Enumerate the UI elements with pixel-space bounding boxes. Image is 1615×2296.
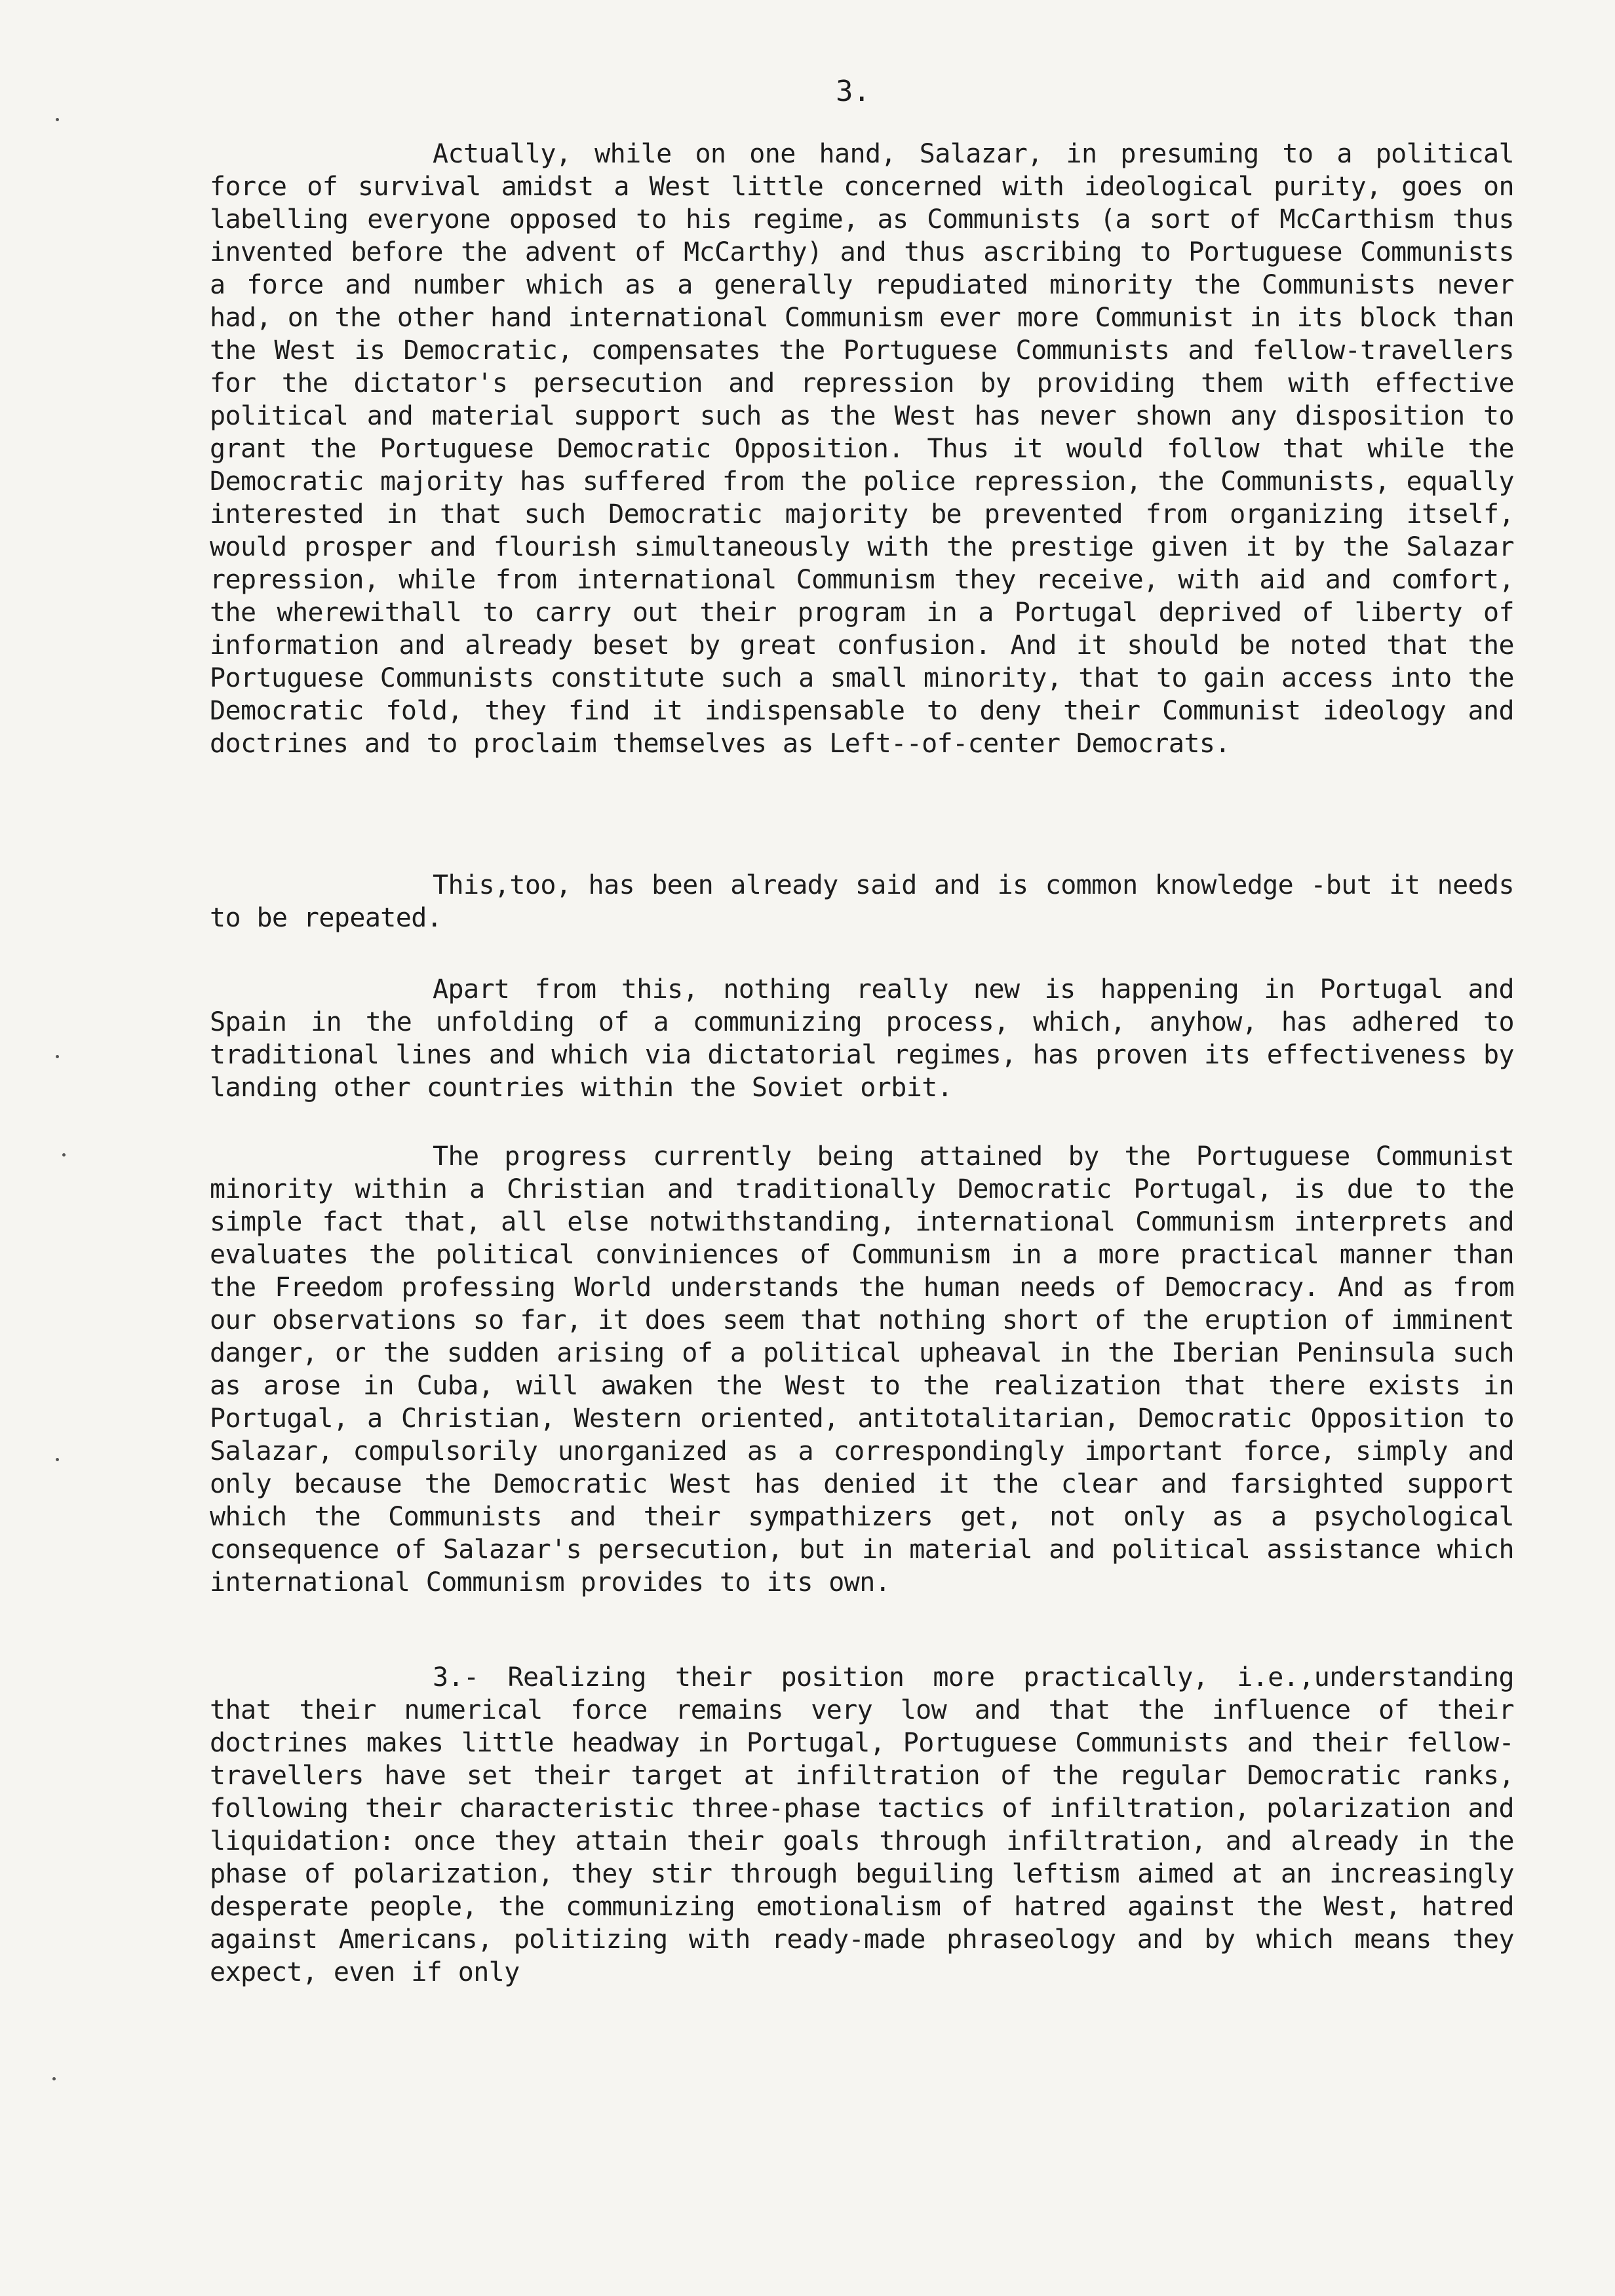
paragraph-3: Apart from this, nothing really new is happening in Portugal and Spain in the unfolding of a communizing process, which, anyhow, has adhered to traditional lines and which via dictatorial regimes, has proven its effectiveness by landing other countries within the Soviet orbit.	[210, 974, 1514, 1103]
scan-speck	[52, 2077, 56, 2080]
scan-speck	[56, 1458, 59, 1461]
scan-speck	[56, 1055, 59, 1058]
paragraph-2: This,too, has been already said and is common knowledge -but it needs to be repeated.	[210, 870, 1514, 933]
scan-speck	[56, 118, 59, 121]
page-number: 3.	[836, 75, 870, 108]
paragraph-5: 3.- Realizing their position more practically, i.e.,understanding that their numerical force remains very low and that the influence of their doctrines makes little headway in Portugal, Portuguese Communists and their fellow-travellers have set their target at infiltration of the regular Democratic ranks, following their characteristic three-phase tactics of infiltration, polarization and liquidation: once they attain their goals through infiltration, and already in the phase of polarization, they stir through beguiling leftism aimed at an increasingly desperate people, the communizing emotionalism of hatred against the West, hatred against Americans, politizing with ready-made phraseology and by which means they expect, even if only	[210, 1662, 1514, 1987]
paragraph-4: The progress currently being attained by the Portuguese Communist minority within a Christian and traditionally Democratic Portugal, is due to the simple fact that, all else notwithstanding, international Communism interprets and evaluates the political conviniences of Communism in a more practical manner than the Freedom professing World understands the human needs of Democracy. And as from our observations so far, it does seem that nothing short of the eruption of imminent danger, or the sudden arising of a political upheaval in the Iberian Peninsula such as arose in Cuba, will awaken the West to the realization that there exists in Portugal, a Christian, Western oriented, antitotalitarian, Democratic Opposition to Salazar, compulsorily unorganized as a correspondingly important force, simply and only because the Democratic West has denied it the clear and farsighted support which the Communists and their sympathizers get, not only as a psychological consequence of Salazar's persecution, but in material and political assistance which international Communism provides to its own.	[210, 1141, 1514, 1598]
scan-speck	[62, 1153, 66, 1157]
paragraph-1: Actually, while on one hand, Salazar, in presuming to a political force of survival amidst a West little concerned with ideological purity, goes on labelling everyone opposed to his regime, as Communists (a sort of McCarthism thus invented before the advent of McCarthy) and thus ascribing to Portuguese Communists a force and number which as a generally repudiated minority the Communists never had, on the other hand international Communism ever more Communist in its block than the West is Democratic, compensates the Portuguese Communists and fellow-travellers for the dictator's persecution and repression by providing them with effective political and material support such as the West has never shown any disposition to grant the Portuguese Democratic Opposition. Thus it would follow that while the Democratic majority has suffered from the police repression, the Communists, equally interested in that such Democratic majority be prevented from organizing itself, would prosper and flourish simultaneously with the prestige given it by the Salazar repression, while from international Communism they receive, with aid and comfort, the wherewithall to carry out their program in a Portugal deprived of liberty of information and already beset by great confusion. And it should be noted that the Portuguese Communists constitute such a small minority, that to gain access into the Democratic fold, they find it indispensable to deny their Communist ideology and doctrines and to proclaim themselves as Left--of-center Democrats.	[210, 139, 1514, 759]
